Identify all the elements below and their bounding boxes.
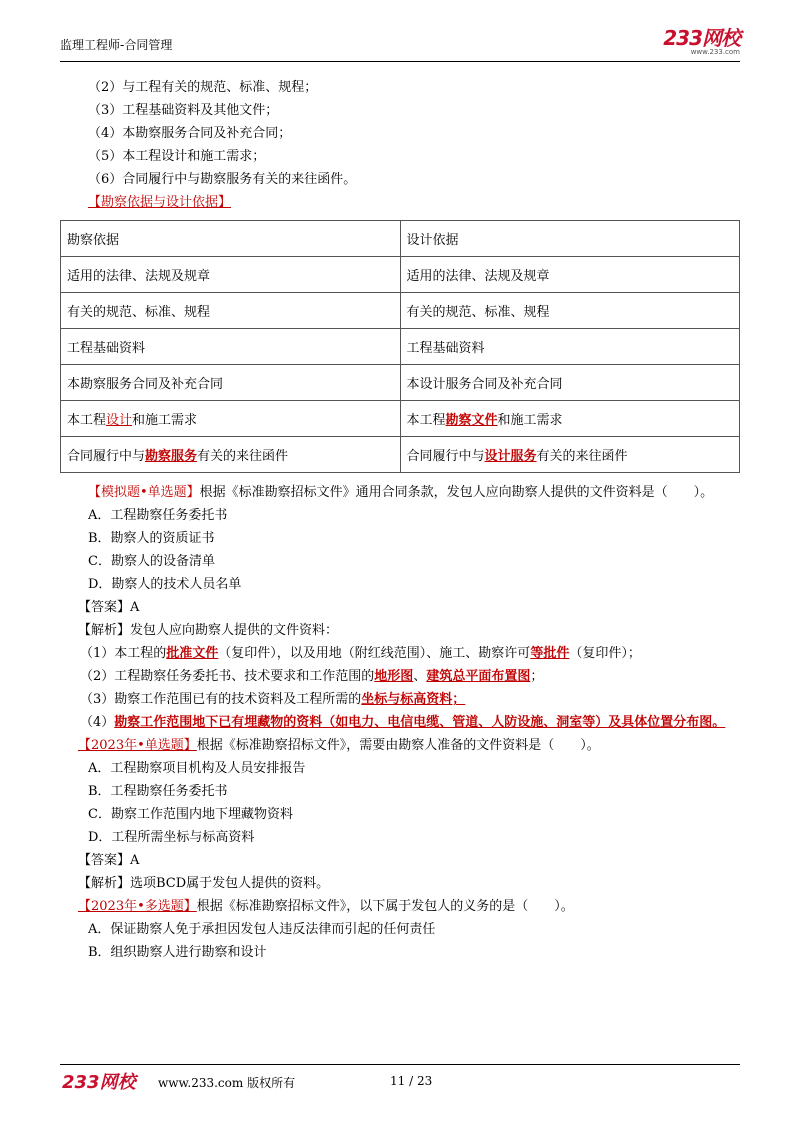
table-cell — [400, 437, 740, 473]
option-b: B．工程勘察任务委托书 — [88, 784, 228, 799]
list-item: （6）合同履行中与勘察服务有关的来往函件。 — [88, 172, 357, 187]
highlight-text: 勘察工作范围地下已有埋藏物的资料（如电力、电信电缆、管道、人防设施、洞室等）及具体位置分布图。 — [114, 715, 726, 730]
highlight-text: 设计服务 — [484, 449, 537, 464]
question-1-stem — [60, 481, 740, 504]
question-2-stem — [60, 734, 740, 757]
option-c: C．勘察工作范围内地下埋藏物资料 — [88, 807, 293, 822]
answer-value: A — [130, 600, 140, 615]
analysis-text: 、 — [413, 669, 427, 684]
question-text: 根据《标准勘察招标文件》，需要由勘察人准备的文件资料是（ ）。 — [196, 738, 600, 753]
highlight-text: 地形图 — [374, 669, 414, 684]
table-cell — [61, 437, 401, 473]
section-heading: 【勘察依据与设计依据】 — [88, 195, 232, 210]
question-tag: 【2023年•单选题】 — [78, 738, 197, 753]
answer-line — [60, 596, 740, 619]
analysis-text: 发包人应向勘察人提供的文件资料： — [130, 623, 339, 638]
basis-table — [60, 220, 740, 473]
table-row — [61, 257, 740, 293]
analysis-text: ； — [530, 669, 544, 684]
table-header-cell: 设计依据 — [400, 221, 740, 257]
question-tag: 【模拟题•单选题】 — [88, 485, 200, 500]
list-item: （5）本工程设计和施工需求； — [88, 149, 266, 164]
cell-text: 和施工需求 — [132, 413, 198, 428]
header-divider — [60, 61, 740, 62]
analysis-line — [60, 872, 740, 895]
option-a: A．保证勘察人免于承担因发包人违反法律而引起的任何责任 — [88, 922, 436, 937]
table-row — [61, 293, 740, 329]
table-cell: 适用的法律、法规及规章 — [400, 257, 740, 293]
table-cell: 有关的规范、标准、规程 — [61, 293, 401, 329]
analysis-text: （复印件），以及用地（附红线范围）、施工、勘察许可 — [218, 646, 531, 661]
cell-text: 合同履行中与 — [406, 449, 485, 464]
analysis-item — [60, 688, 740, 711]
list-item: （2）与工程有关的规范、标准、规程； — [88, 80, 318, 95]
table-row — [61, 401, 740, 437]
answer-line — [60, 849, 740, 872]
table-header-cell: 勘察依据 — [61, 221, 401, 257]
table-cell: 工程基础资料 — [400, 329, 740, 365]
analysis-line — [60, 619, 740, 642]
highlight-text: 坐标与标高资料； — [361, 692, 466, 707]
footer-site: www.233.com 版权所有 — [158, 1076, 296, 1090]
logo-subtext: www.233.com — [690, 48, 740, 56]
cell-text: 本工程 — [406, 413, 446, 428]
cell-text: 有关的来往函件 — [197, 449, 289, 464]
header-title: 监理工程师-合同管理 — [60, 38, 173, 52]
cell-text: 本工程 — [67, 413, 107, 428]
analysis-item — [60, 665, 740, 688]
brand-logo — [663, 22, 740, 56]
analysis-item — [60, 642, 740, 665]
option-b: B．勘察人的资质证书 — [88, 531, 215, 546]
page-content — [60, 76, 740, 964]
analysis-label: 【解析】 — [78, 623, 131, 638]
table-row — [61, 221, 740, 257]
table-row — [61, 437, 740, 473]
answer-label: 【答案】 — [78, 600, 131, 615]
option-a: A．工程勘察任务委托书 — [88, 508, 228, 523]
logo-text: 233网校 — [663, 26, 740, 50]
highlight-text: 批准文件 — [166, 646, 219, 661]
option-b: B．组织勘察人进行勘察和设计 — [88, 945, 267, 960]
option-a: A．工程勘察项目机构及人员安排报告 — [88, 761, 306, 776]
footer-logo: 233网校 — [62, 1072, 136, 1093]
cell-text: 和施工需求 — [497, 413, 563, 428]
table-cell: 本设计服务合同及补充合同 — [400, 365, 740, 401]
list-item: （4）本勘察服务合同及补充合同； — [88, 126, 292, 141]
analysis-text: 选项BCD属于发包人提供的资料。 — [130, 876, 330, 891]
highlight-text: 勘察文件 — [445, 413, 498, 428]
analysis-text: （4） — [80, 715, 115, 730]
table-cell: 有关的规范、标准、规程 — [400, 293, 740, 329]
table-row — [61, 329, 740, 365]
table-cell: 适用的法律、法规及规章 — [61, 257, 401, 293]
page-number: 11 / 23 — [390, 1074, 433, 1088]
table-row — [61, 365, 740, 401]
question-tag: 【2023年•多选题】 — [78, 899, 197, 914]
page-header — [60, 18, 740, 62]
question-text: 根据《标准勘察招标文件》通用合同条款，发包人应向勘察人提供的文件资料是（ ）。 — [199, 485, 714, 500]
analysis-text: （3）勘察工作范围已有的技术资料及工程所需的 — [80, 692, 362, 707]
highlight-text: 设计 — [106, 413, 133, 428]
table-cell: 本勘察服务合同及补充合同 — [61, 365, 401, 401]
answer-value: A — [130, 853, 140, 868]
highlight-text: 等批件 — [530, 646, 570, 661]
option-c: C．勘察人的设备清单 — [88, 554, 215, 569]
cell-text: 有关的来往函件 — [536, 449, 628, 464]
list-item: （3）工程基础资料及其他文件； — [88, 103, 279, 118]
question-3-stem — [60, 895, 740, 918]
highlight-text: 建筑总平面布置图 — [426, 669, 531, 684]
table-cell — [61, 401, 401, 437]
analysis-text: （2）工程勘察任务委托书、技术要求和工作范围的 — [80, 669, 375, 684]
answer-label: 【答案】 — [78, 853, 131, 868]
table-cell: 工程基础资料 — [61, 329, 401, 365]
option-d: D．勘察人的技术人员名单 — [88, 577, 242, 592]
page-footer — [60, 1064, 740, 1104]
analysis-text: （1）本工程的 — [80, 646, 167, 661]
option-d: D．工程所需坐标与标高资料 — [88, 830, 255, 845]
question-text: 根据《标准勘察招标文件》，以下属于发包人的义务的是（ ）。 — [196, 899, 574, 914]
analysis-label: 【解析】 — [78, 876, 131, 891]
table-cell — [400, 401, 740, 437]
analysis-item — [60, 711, 740, 734]
highlight-text: 勘察服务 — [145, 449, 198, 464]
analysis-text: （复印件）； — [569, 646, 641, 661]
footer-divider — [60, 1064, 740, 1065]
cell-text: 合同履行中与 — [67, 449, 146, 464]
